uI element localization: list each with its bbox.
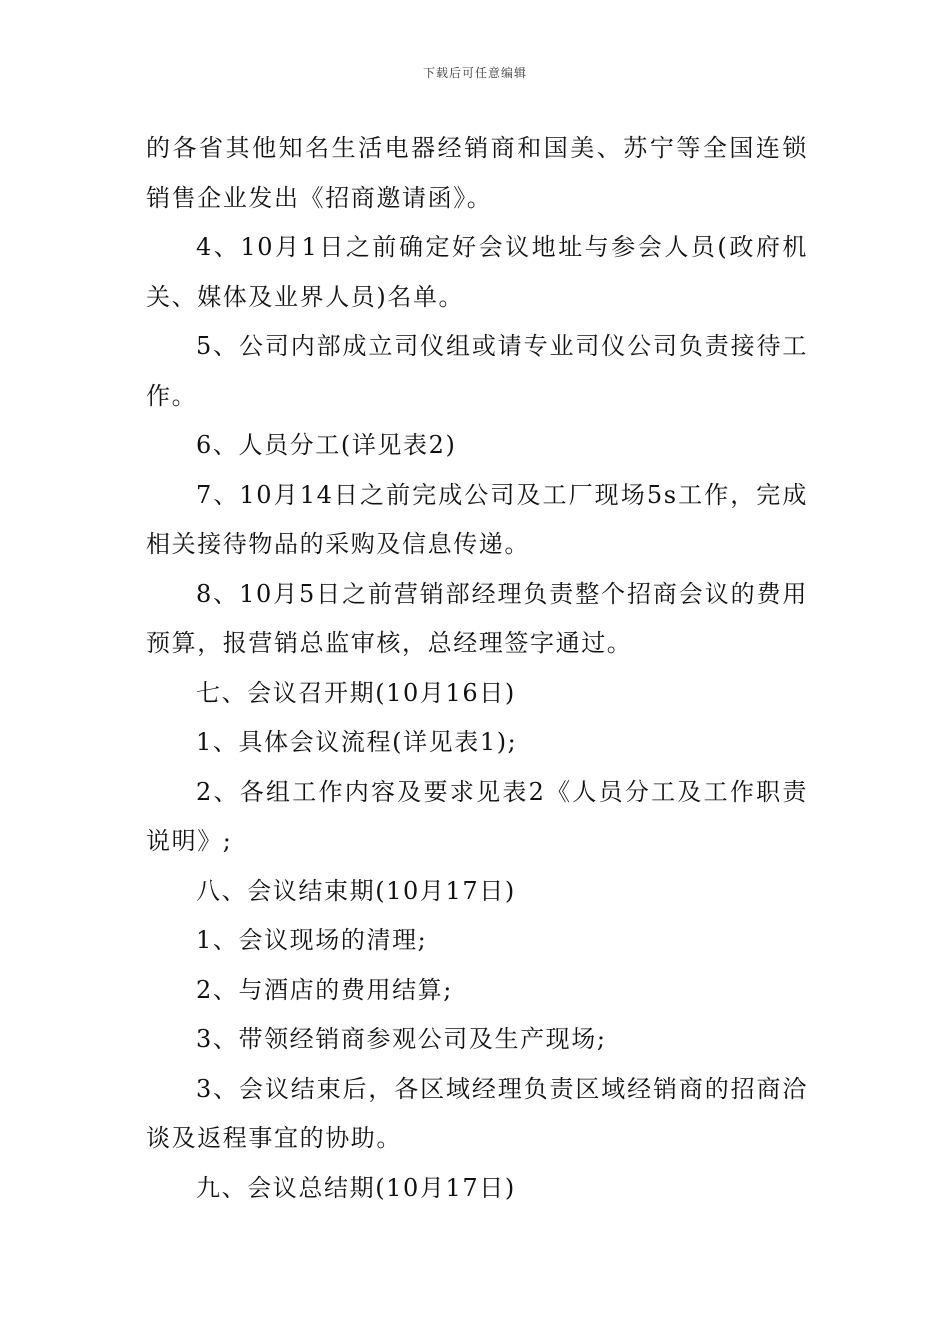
paragraph: 3、会议结束后，各区域经理负责区域经销商的招商洽谈及返程事宜的协助。 [146,1074,808,1152]
paragraph: 2、与酒店的费用结算; [196,975,453,1004]
paragraph: 8、10月5日之前营销部经理负责整个招商会议的费用预算，报营销总监审核，总经理签字通过。 [146,579,808,657]
paragraph: 1、会议现场的清理; [196,926,428,954]
paragraph: 2、各组工作内容及要求见表2《人员分工及工作职责说明》; [146,777,808,855]
paragraph: 1、具体会议流程(详见表1); [196,728,518,756]
page-header: 下载后可任意编辑 [422,66,527,80]
paragraph: 的各省其他知名生活电器经销商和国美、苏宁等全国连锁销售企业发出《招商邀请函》。 [146,134,808,212]
paragraph: 6、人员分工(详见表2) [196,431,457,459]
section-heading: 八、会议结束期(10月17日) [196,876,516,905]
paragraph: 3、带领经销商参观公司及生产现场; [196,1025,607,1053]
section-heading: 七、会议召开期(10月16日) [196,678,516,707]
paragraph: 4、10月1日之前确定好会议地址与参会人员(政府机关、媒体及业界人员)名单。 [146,233,808,311]
paragraph: 7、10月14日之前完成公司及工厂现场5s工作，完成相关接待物品的采购及信息传递。 [146,480,808,558]
document-body [146,124,808,1213]
paragraph: 5、公司内部成立司仪组或请专业司仪公司负责接待工作。 [146,332,808,410]
section-heading: 九、会议总结期(10月17日) [196,1173,516,1202]
